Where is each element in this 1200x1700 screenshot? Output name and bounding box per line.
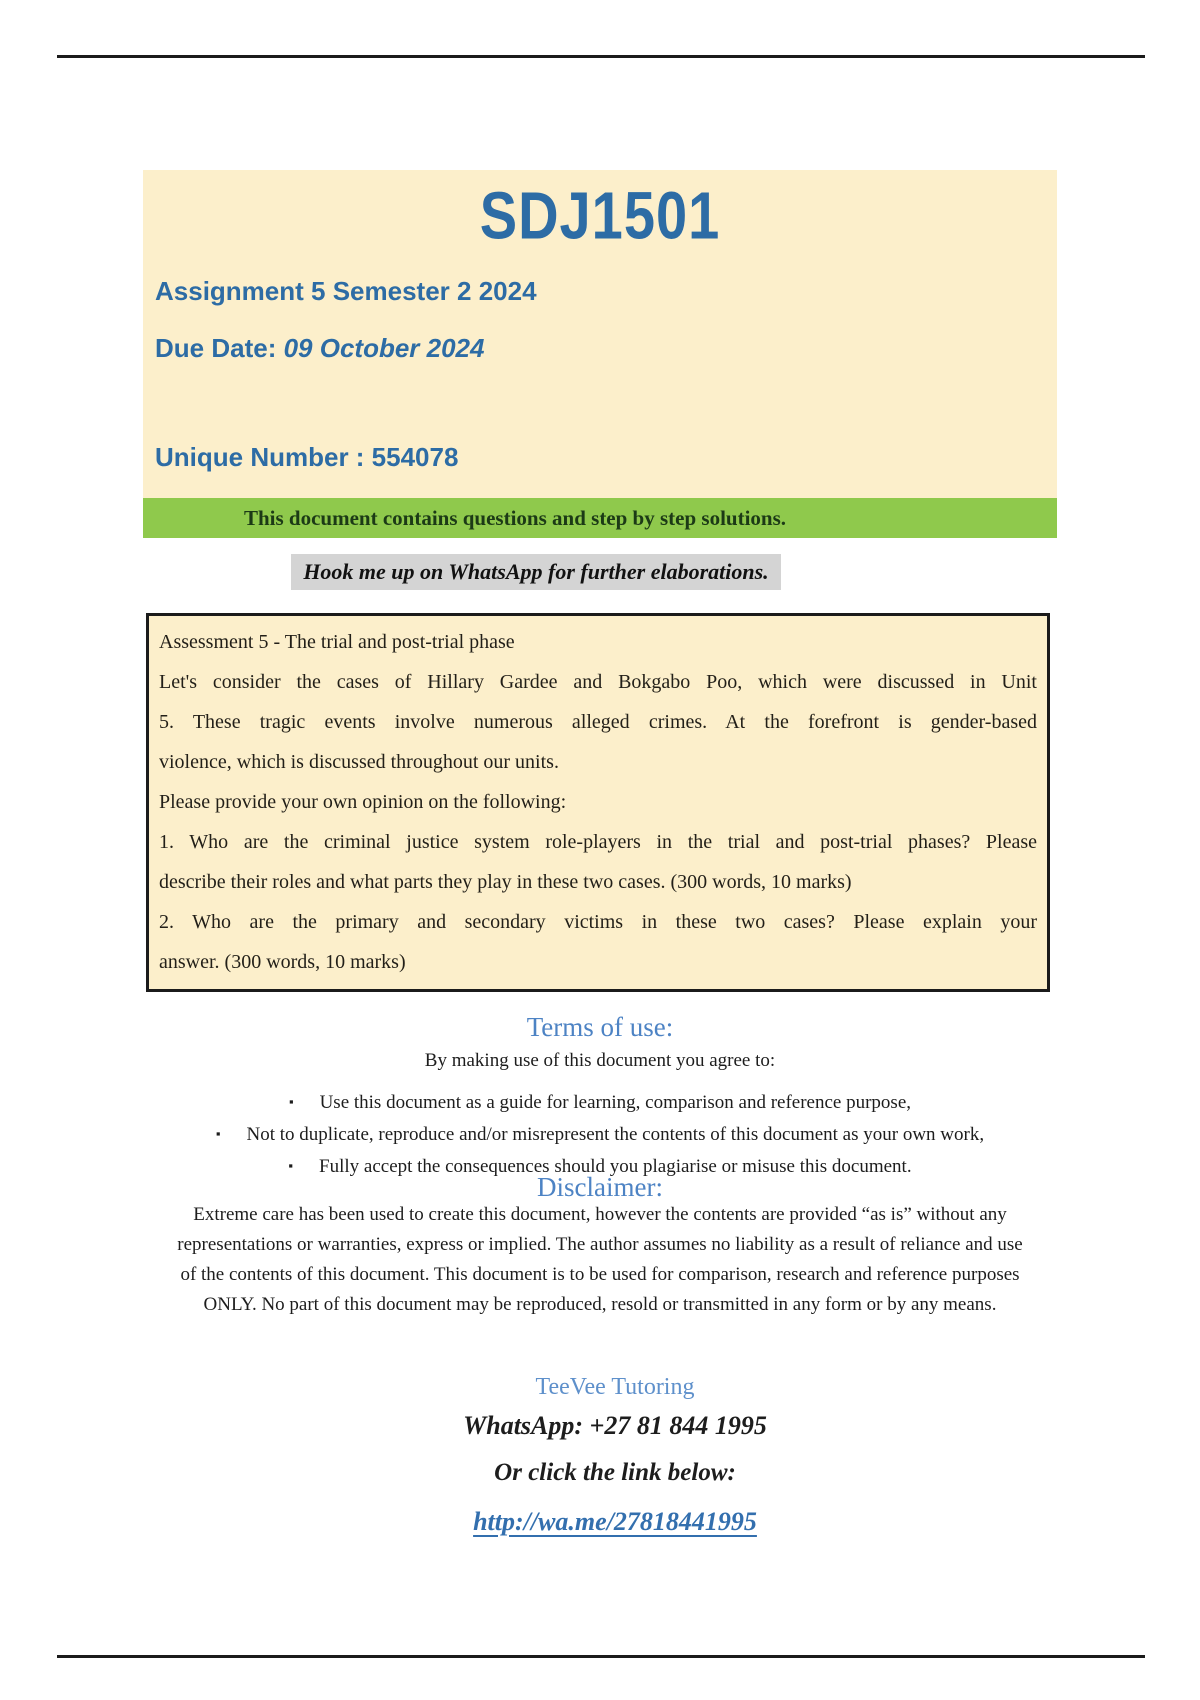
assessment-box — [146, 613, 1050, 992]
bullet-item — [0, 1118, 1200, 1150]
solutions-banner: This document contains questions and step by step solutions. — [143, 498, 1057, 538]
unique-number-line: Unique Number : 554078 — [155, 442, 459, 472]
square-bullet-icon: ▪ — [215, 1126, 221, 1141]
disclaimer-heading: Disclaimer: — [537, 1172, 663, 1202]
due-date-label: Due Date: — [155, 333, 284, 363]
link-cta: Or click the link below: — [494, 1459, 736, 1486]
whatsapp-link[interactable]: http://wa.me/27818441995 — [473, 1507, 757, 1536]
terms-bullet-list — [0, 1086, 1200, 1182]
disclaimer-line: of the contents of this document. This document is to be used for comparison, research and reference purposes — [180, 1264, 1020, 1285]
square-bullet-icon: ▪ — [288, 1158, 294, 1173]
whatsapp-number: WhatsApp: +27 81 844 1995 — [463, 1411, 767, 1440]
assessment-line: 2. Who are the primary and secondary victims in these two cases? Please explain your — [159, 911, 1037, 933]
assignment-line: Assignment 5 Semester 2 2024 — [155, 276, 537, 306]
assessment-line: violence, which is discussed throughout our units. — [159, 751, 559, 773]
assessment-line: Let's consider the cases of Hillary Gardee and Bokgabo Poo, which were discussed in Unit — [159, 671, 1037, 693]
bullet-text: Fully accept the consequences should you plagiarise or misuse this document. — [319, 1156, 912, 1177]
disclaimer-text — [0, 1200, 1200, 1320]
whatsapp-note: Hook me up on WhatsApp for further elaborations. — [291, 554, 780, 590]
footer — [30, 1374, 1200, 1537]
whatsapp-note-row — [0, 554, 1200, 590]
brand-name: TeeVee Tutoring — [535, 1374, 695, 1400]
assessment-line: Please provide your own opinion on the following: — [159, 791, 567, 813]
assessment-line: 1. Who are the criminal justice system role-players in the trial and post-trial phases? Please — [159, 831, 1037, 853]
bottom-divider — [57, 1655, 1145, 1658]
disclaimer-line: representations or warranties, express or implied. The author assumes no liability as a result of reliance and use — [177, 1234, 1023, 1255]
header-box — [143, 170, 1057, 498]
course-code-title: SDJ1501 — [479, 177, 721, 253]
square-bullet-icon: ▪ — [288, 1094, 294, 1109]
bullet-text: Not to duplicate, reproduce and/or misrepresent the contents of this document as your own work, — [246, 1124, 985, 1145]
assessment-heading: Assessment 5 - The trial and post-trial phase — [159, 631, 515, 653]
due-date-line — [155, 333, 484, 364]
disclaimer-line: ONLY. No part of this document may be reproduced, resold or transmitted in any form or by any means. — [203, 1294, 997, 1315]
due-date-value: 09 October 2024 — [283, 333, 485, 363]
terms-heading: Terms of use: — [526, 1012, 674, 1042]
bullet-text: Use this document as a guide for learning, comparison and reference purpose, — [319, 1092, 912, 1113]
assessment-line: 5. These tragic events involve numerous alleged crimes. At the forefront is gender-based — [159, 711, 1037, 733]
top-divider — [57, 55, 1145, 58]
assessment-line: answer. (300 words, 10 marks) — [159, 951, 406, 973]
terms-intro: By making use of this document you agree to: — [424, 1050, 776, 1071]
assessment-line: describe their roles and what parts they play in these two cases. (300 words, 10 marks) — [159, 871, 852, 893]
bullet-item — [0, 1086, 1200, 1118]
disclaimer-line: Extreme care has been used to create this document, however the contents are provided “as is” without any — [193, 1204, 1007, 1225]
